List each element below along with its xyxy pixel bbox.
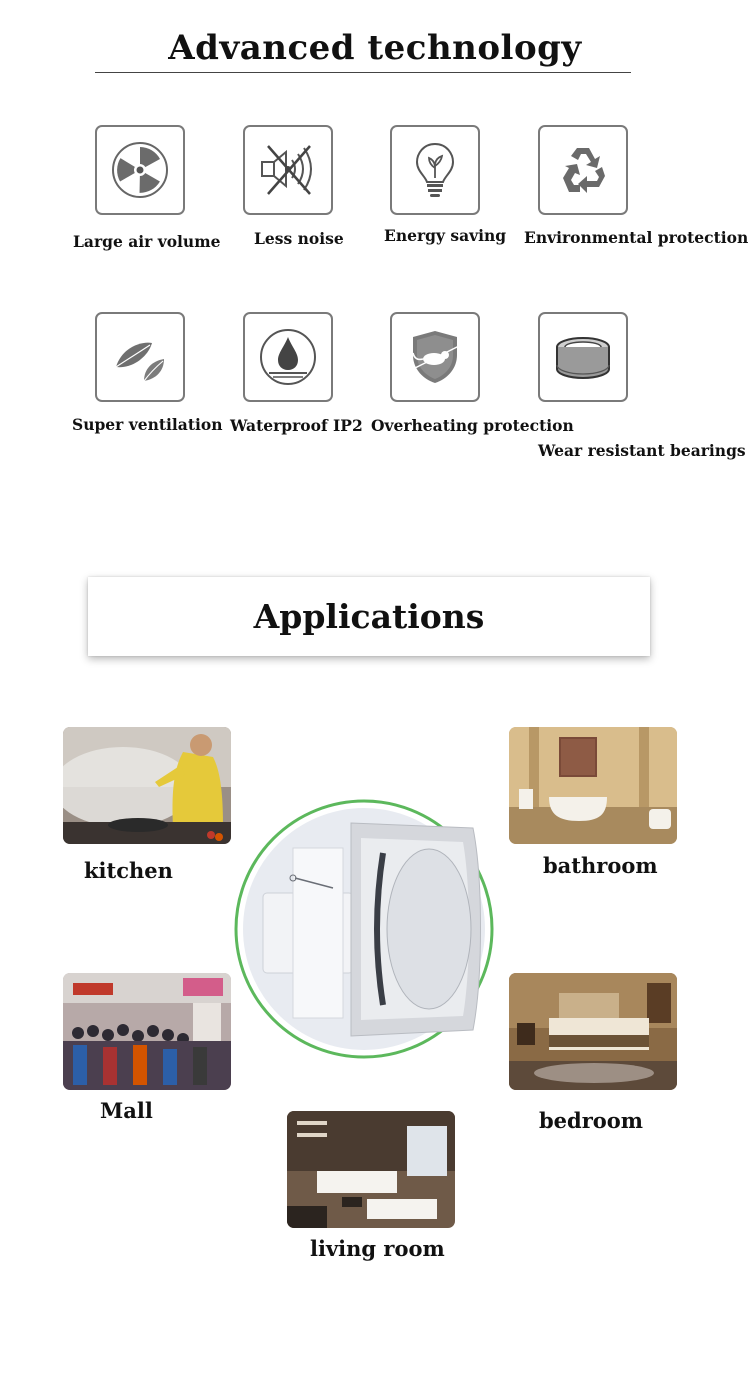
feature-label: Waterproof IP2 [230, 416, 363, 435]
water-drop-icon [256, 325, 320, 389]
page-title: Advanced technology [168, 28, 582, 68]
kitchen-label: kitchen [84, 858, 173, 883]
bedroom-label: bedroom [539, 1108, 644, 1133]
feature-wear-resistant-bearings [538, 312, 628, 402]
feature-label: Overheating protection [371, 416, 574, 435]
applications-title: Applications [253, 597, 485, 636]
feature-label: Environmental protection [524, 228, 749, 247]
bathroom-photo [509, 727, 677, 844]
feature-label: Less noise [254, 229, 344, 248]
bearing-ring-icon [551, 325, 615, 389]
lightbulb-icon [403, 138, 467, 202]
radiation-fan-icon [108, 138, 172, 202]
feature-waterproof [243, 312, 333, 402]
title-divider [95, 72, 631, 73]
recycle-icon [551, 138, 615, 202]
feature-label: Energy saving [384, 226, 507, 245]
feature-energy-saving [390, 125, 480, 215]
feature-overheating-protection [390, 312, 480, 402]
bathroom-label: bathroom [543, 853, 658, 878]
feature-label: Wear resistant bearings [538, 441, 746, 460]
feature-large-air-volume [95, 125, 185, 215]
muted-speaker-icon [256, 138, 320, 202]
leaves-icon [108, 325, 172, 389]
living-room-label: living room [310, 1236, 445, 1261]
living-room-photo [287, 1111, 455, 1228]
mall-label: Mall [100, 1098, 153, 1123]
applications-banner [88, 577, 650, 656]
shield-mouse-icon [403, 325, 467, 389]
feature-label: Large air volume [73, 232, 221, 251]
bedroom-photo [509, 973, 677, 1090]
feature-less-noise [243, 125, 333, 215]
feature-environmental-protection [538, 125, 628, 215]
feature-label: Super ventilation [72, 415, 223, 434]
exhaust-fan-image [233, 798, 495, 1060]
feature-super-ventilation [95, 312, 185, 402]
mall-photo [63, 973, 231, 1090]
kitchen-photo [63, 727, 231, 844]
